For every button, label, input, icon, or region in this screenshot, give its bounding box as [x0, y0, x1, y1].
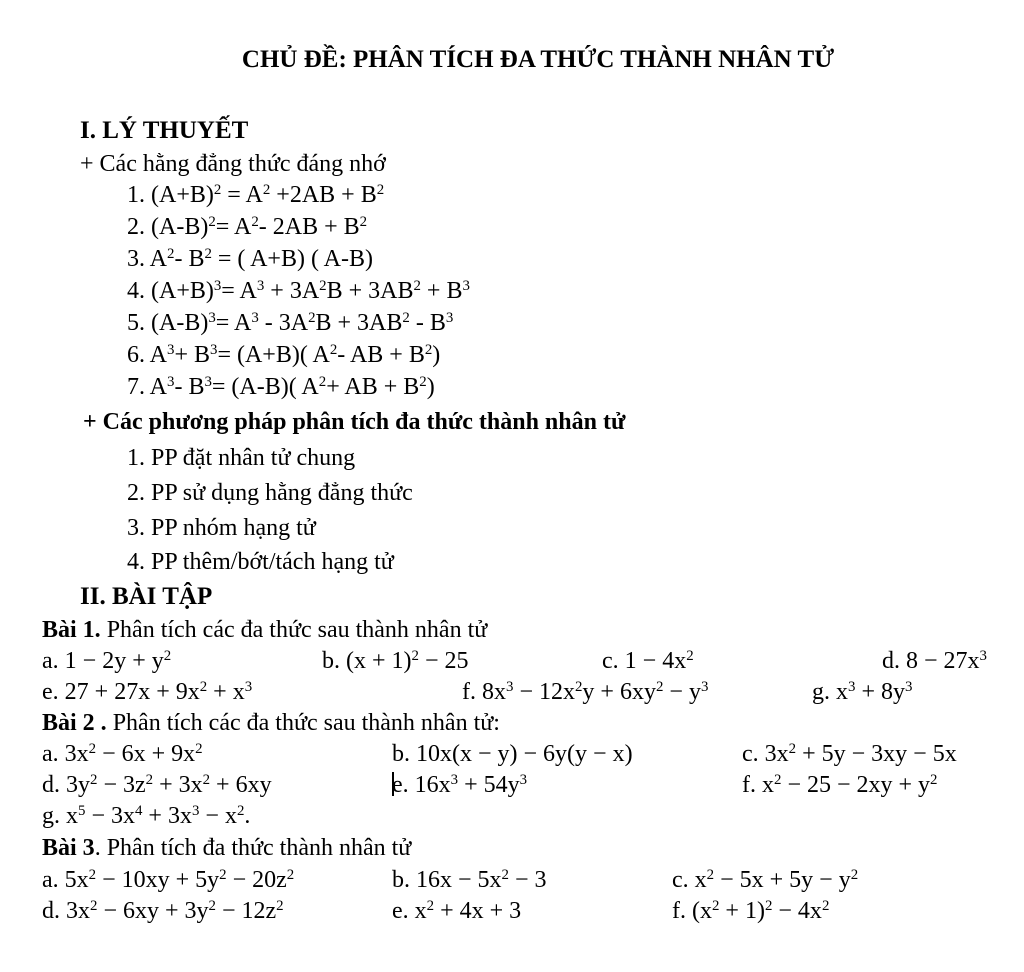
identity-item: 3. $A^2-$ $B^2$ = ( A+B) ( A-B)	[127, 245, 373, 272]
exercise-prompt: . Phân tích đa thức thành nhân tử	[94, 835, 412, 861]
exercise-2-heading	[42, 709, 500, 737]
exercise-item: e. $x^2 + 4x + 3$	[392, 897, 522, 924]
exercise-item: e. $16x^3 + 54y^3$	[392, 771, 528, 798]
exercise-1-heading	[42, 616, 487, 644]
exercise-item-with-cursor	[392, 771, 527, 799]
exercise-item: d. $3x^2 - 6xy + 3y^2 - 12z^2$	[42, 897, 284, 924]
exercise-item: b. $(x + 1)^2 - 25$	[322, 647, 469, 674]
exercise-label: Bài 1.	[42, 617, 101, 643]
method-item: 4. PP thêm/bớt/tách hạng tử	[127, 549, 394, 575]
identity-item: 5. $(A-B)^3= A^3 - 3A^2B + 3AB^2 - B^3$	[127, 309, 454, 336]
exercise-item: f. $x^2 - 25 - 2xy + y^2$	[742, 771, 938, 798]
exercise-prompt: Phân tích các đa thức sau thành nhân tử	[100, 617, 488, 643]
exercise-item: a. $3x^2 - 6x + 9x^2$	[42, 740, 203, 767]
identity-item: 4. $(A+B)^3= A^3 + 3A^2B + 3AB^2 + B^3$	[127, 277, 470, 304]
exercise-item: b. 10x(x − y) − 6y(y − x)	[392, 741, 633, 767]
exercise-item: a. $5x^2 - 10xy + 5y^2 - 20z^2$	[42, 866, 295, 893]
method-item: 2. PP sử dụng hằng đẳng thức	[127, 480, 413, 506]
exercise-item: d. $3y^2 - 3z^2 + 3x^2 + 6xy$	[42, 771, 272, 798]
method-item: 3. PP nhóm hạng tử	[127, 515, 316, 541]
exercise-item: d. $8 - 27x^3$	[882, 647, 987, 674]
methods-heading: + Các phương pháp phân tích đa thức thành nhân tử	[83, 409, 626, 435]
exercise-3-heading	[42, 834, 411, 862]
exercise-item: g. $x^5 - 3x^4 + 3x^3 - x^2$.	[42, 802, 251, 829]
exercise-item: c. $x^2 - 5x + 5y - y^2$	[672, 866, 859, 893]
document-title: CHỦ ĐỀ: PHÂN TÍCH ĐA THỨC THÀNH NHÂN TỬ	[241, 46, 835, 73]
exercise-item: a. $1 - 2y + y^2$	[42, 647, 172, 674]
exercise-item: c. $1 - 4x^2$	[602, 647, 694, 674]
exercise-item: e. $27 + 27x + 9x^2 + x^3$	[42, 678, 253, 705]
section-theory-heading: I. LÝ THUYẾT	[80, 117, 249, 144]
exercise-item: f. $(x^2 + 1)^2 - 4x^2$	[672, 897, 830, 924]
section-exercises-heading: II. BÀI TẬP	[80, 583, 213, 610]
exercise-item: b. $16x - 5x^2 - 3$	[392, 866, 547, 893]
exercise-item: g. $x^3 + 8y^3$	[812, 678, 913, 705]
identities-heading: + Các hằng đẳng thức đáng nhớ	[80, 151, 386, 177]
identity-item: 6. $A^3+ B^3= (A+B)$( $A^2-$ AB + $B^2$)	[127, 341, 441, 368]
exercise-label: Bài 3	[42, 835, 95, 861]
identity-item: 2. $(A-B)^2= A^2-$ $2AB + B^2$	[127, 213, 368, 240]
exercise-item: c. $3x^2 + 5y - 3xy - 5x$	[742, 740, 957, 767]
exercise-label: Bài 2 .	[42, 710, 107, 736]
exercise-item: f. $8x^3 - 12x^2y + 6xy^2 - y^3$	[462, 678, 709, 705]
method-item: 1. PP đặt nhân tử chung	[127, 445, 356, 471]
identity-item: 7. $A^3-$ $B^3= (A-B)$( $A^2+$ AB + $B^2$)	[127, 373, 435, 400]
identity-item: 1. $(A+B)^2 = A^2 +2AB + B^2$	[127, 181, 385, 208]
exercise-prompt: Phân tích các đa thức sau thành nhân tử:	[106, 710, 500, 736]
